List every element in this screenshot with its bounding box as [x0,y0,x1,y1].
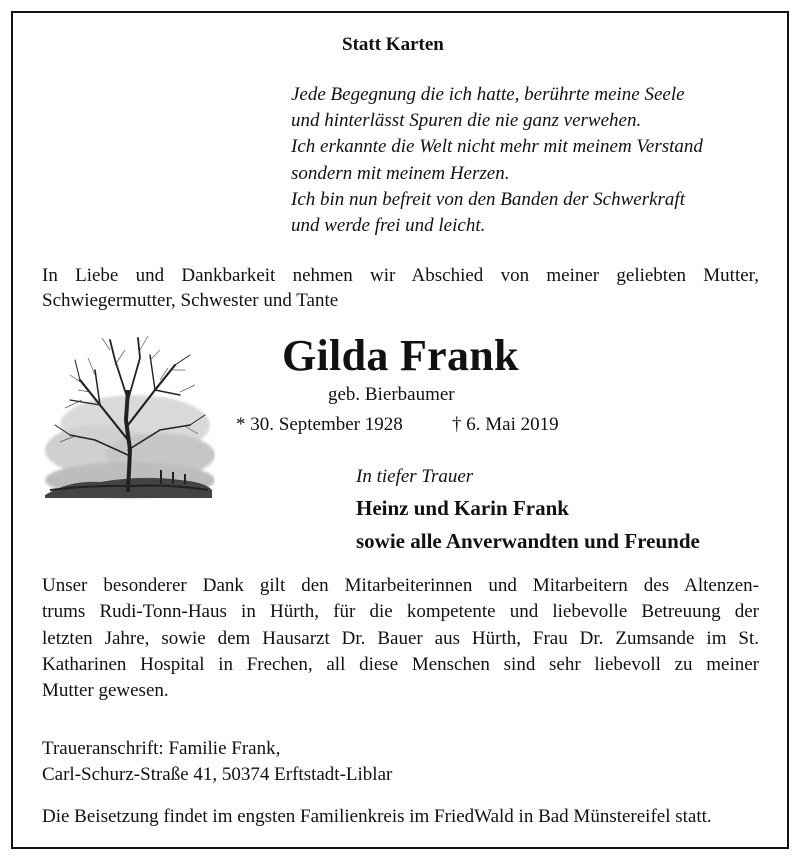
burial-note: Die Beisetzung findet im engsten Familienkreis im FriedWald in Bad Münstereifel statt. [42,806,712,827]
intro-line: In Liebe und Dankbarkeit nehmen wir Abschied von meiner geliebten Mutter, [42,265,759,286]
poem-line: Jede Begegnung die ich hatte, berührte meine Seele [291,84,685,105]
mourners-line: sowie alle Anverwandten und Freunde [356,529,700,553]
intro-line: Schwiegermutter, Schwester und Tante [42,290,339,311]
death-date: † 6. Mai 2019 [452,414,559,435]
thanks-line: Katharinen Hospital in Frechen, all diese Menschen sind sehr liebevoll zu meiner [42,653,759,675]
birth-date: * 30. September 1928 [236,414,403,435]
poem-line: sondern mit meinem Herzen. [291,162,510,184]
poem-line: und hinterlässt Spuren die nie ganz verwehen. [291,110,642,132]
thanks-line: letzten Jahre, sowie dem Hausarzt Dr. Bauer aus Hürth, Frau Dr. Zumsande im St. [42,627,759,649]
mourners-intro: In tiefer Trauer [356,466,474,487]
address-line: Carl-Schurz-Straße 41, 50374 Erftstadt-Liblar [42,764,393,785]
poem-line: Ich erkannte die Welt nicht mehr mit meinem Verstand [291,136,703,158]
thanks-text [42,573,759,704]
poem [291,82,703,239]
thanks-line: trums Rudi-Tonn-Haus in Hürth, für die kompetente und liebevolle Betreuung der [42,601,759,623]
thanks-line: Unser besonderer Dank gilt den Mitarbeiterinnen und Mitarbeitern des Altenzen- [42,575,759,596]
mourners-line: Heinz und Karin Frank [356,496,569,520]
thanks-line: Mutter gewesen. [42,680,169,702]
tree-icon [40,330,215,505]
address-line: Traueranschrift: Familie Frank, [42,738,281,759]
mourning-address [42,736,392,788]
poem-line: und werde frei und leicht. [291,215,486,237]
poem-line: Ich bin nun befreit von den Banden der Schwerkraft [291,188,685,210]
notice-header: Statt Karten [342,34,444,55]
maiden-name: geb. Bierbaumer [328,384,455,405]
deceased-name: Gilda Frank [282,331,519,380]
intro-text [42,263,759,313]
